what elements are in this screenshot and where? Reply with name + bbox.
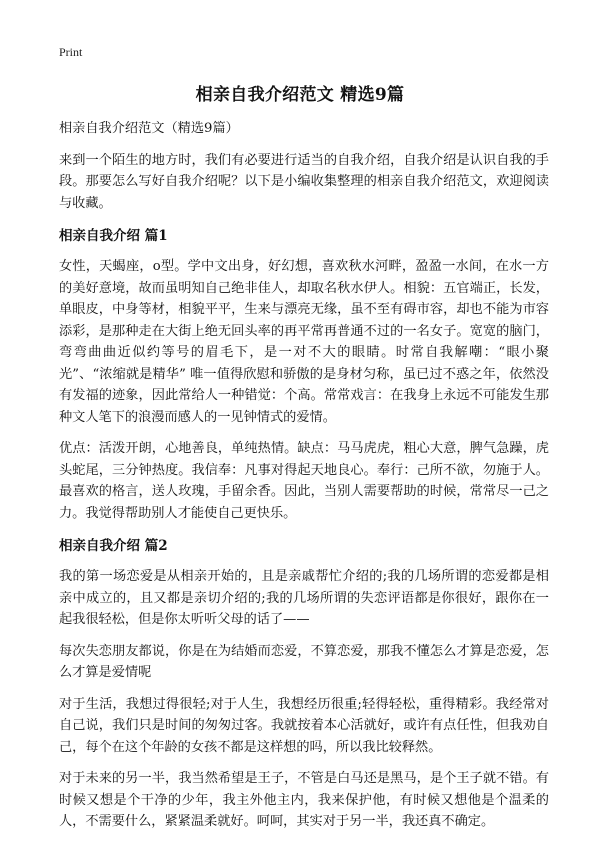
- section-2-paragraph-1: 我的第一场恋爱是从相亲开始的，且是亲戚帮忙介绍的;我的几场所谓的恋爱都是相亲中成立的，且又都是亲切介绍的;我的几场所谓的失恋评语都是你很好，跟你在一起我很轻松，但是你太听听父母的话了——: [59, 569, 549, 627]
- section-heading-2: 相亲自我介绍 篇2: [59, 538, 168, 554]
- section-2-paragraph-2: 每次失恋朋友都说，你是在为结婚而恋爱，不算恋爱，那我不懂怎么才算是恋爱，怎么才算是爱情呢: [59, 643, 549, 680]
- section-2-paragraph-3: 对于生活，我想过得很轻;对于人生，我想经历很重;轻得轻松，重得精彩。我经常对自己说，我们只是时间的匆匆过客。我就按着本心活就好，或许有点任性，但我劝自己，每个在这个年龄的女孩不都是这样想的吗，所以我比较释然。: [59, 696, 549, 755]
- section-heading-1: 相亲自我介绍 篇1: [59, 228, 168, 244]
- document-subtitle: 相亲自我介绍范文（精选9篇）: [59, 121, 239, 136]
- document-body: [59, 118, 549, 843]
- section-2-paragraph-4: 对于未来的另一半，我当然希望是王子，不管是白马还是黑马，是个王子就不错。有时候又想是个干净的少年，我主外他主内，我来保护他，有时候又想他是个温柔的人，不需要什么，紧紧温柔就好。呵呵，其实对于另一半，我还真不确定。: [59, 771, 549, 829]
- intro-paragraph: 来到一个陌生的地方时，我们有必要进行适当的自我介绍，自我介绍是认识自我的手段。那要怎么写好自我介绍呢？以下是小编收集整理的相亲自我介绍范文，欢迎阅读与收藏。: [59, 152, 549, 211]
- section-1-paragraph-1: 女性，天蝎座，o型。学中文出身，好幻想，喜欢秋水河畔，盈盈一水间，在水一方的美好意境，故而虽明知自己绝非佳人，却取名秋水伊人。相貌：五官端正，长发，单眼皮，中身等材，相貌平平，生来与漂亮无缘，虽不至有碍市容，却也不能为市容添彩，是那种走在大街上绝无回头率的再平常再普通不过的一名女子。宽宽的脑门，弯弯曲曲近似约等号的眉毛下，是一对不大的眼睛。时常自我解嘲：“眼小聚光”、“浓缩就是精华” 唯一值得欣慰和骄傲的是身材匀称，虽已过不惑之年，依然没有发福的迹象，因此常给人一种错觉：个高。常常戏言：在我身上永远不可能发生那种文人笔下的浪漫而感人的一见钟情式的爱情。: [59, 259, 549, 425]
- section-1-paragraph-2: 优点：活泼开朗，心地善良，单纯热情。缺点：马马虎虎，粗心大意，脾气急躁，虎头蛇尾，三分钟热度。我信奉：凡事对得起天地良心。奉行：己所不欲，勿施于人。最喜欢的格言，送人玫瑰，手留余香。因此，当别人需要帮助的时候，常常尽一己之力。我觉得帮助别人才能使自己更快乐。: [59, 441, 549, 521]
- document-title: 相亲自我介绍范文 精选9篇: [195, 85, 405, 105]
- print-label[interactable]: Print: [59, 45, 83, 59]
